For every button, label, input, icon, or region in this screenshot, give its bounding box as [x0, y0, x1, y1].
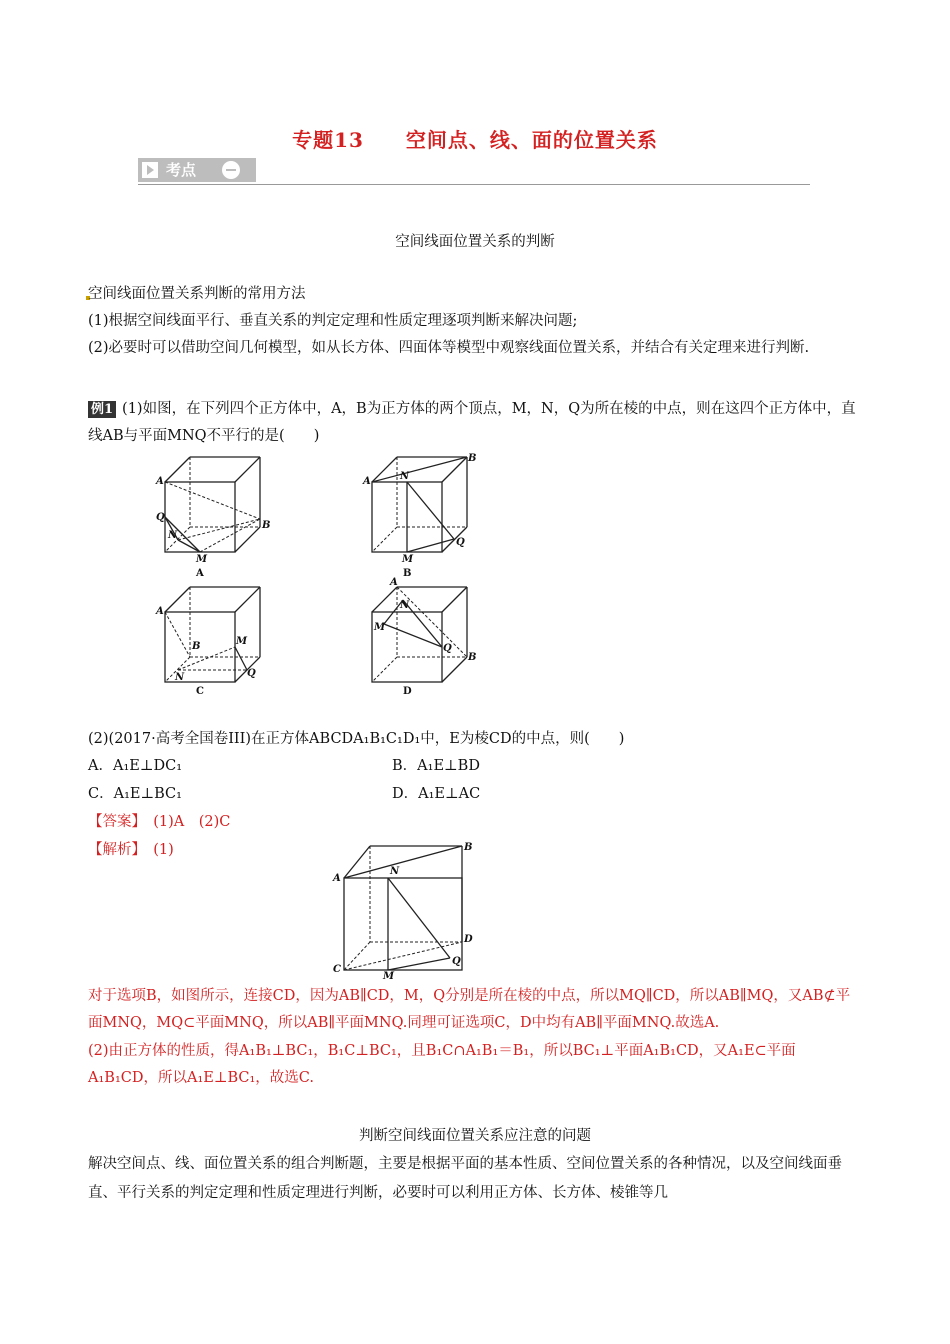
section-tab [138, 158, 256, 182]
label-q: Q [247, 668, 256, 679]
label-m: M [196, 554, 208, 565]
example-q1 [88, 396, 864, 450]
label-m: M [374, 622, 386, 633]
analysis-line [88, 837, 174, 864]
label-n: N [175, 672, 185, 683]
example-q1-text: (1)如图，在下列四个正方体中，A，B为正方体的两个顶点，M，N，Q为所在棱的中点，则在这四个正方体中，直线AB与平面MNQ不平行的是( ) [88, 401, 856, 444]
solution-cube-figure [328, 838, 478, 980]
analysis-label: 【解析】 [88, 842, 139, 858]
label-n: N [168, 530, 178, 541]
solution-p2: (2)由正方体的性质，得A₁B₁⊥BC₁，B₁C⊥BC₁，且B₁C∩A₁B₁＝B₁，所以BC₁⊥平面A₁B₁CD，又A₁E⊂平面A₁B₁CD，所以A₁E⊥BC₁，故选C. [88, 1043, 796, 1086]
label-a: A [363, 476, 371, 487]
closing-paragraph: 解决空间点、线、面位置关系的组合判断题，主要是根据平面的基本性质、空间位置关系的各种情况，以及空间线面垂直、平行关系的判定定理和性质定理进行判断，必要时可以利用正方体、长方体、棱锥等几 [88, 1156, 842, 1201]
label-b: B [262, 520, 271, 531]
label-m: M [236, 636, 248, 647]
method-p2: (2)必要时可以借助空间几何模型，如从长方体、四面体等模型中观察线面位置关系，并结合有关定理来进行判断. [88, 340, 810, 356]
method-p1: (1)根据空间线面平行、垂直关系的判定定理和性质定理逐项判断来解决问题; [88, 313, 578, 329]
cube-b [372, 457, 467, 552]
label-c: C [333, 964, 341, 975]
page-title: 专题13 空间点、线、面的位置关系 [292, 128, 658, 152]
cube-d [372, 587, 467, 682]
option-c: C．A₁E⊥BC₁ [88, 786, 182, 802]
label-q: Q [156, 512, 165, 523]
label-b: B [468, 652, 477, 663]
label-m: M [402, 554, 414, 565]
answer-text: (1)A (2)C [153, 814, 231, 830]
example-q2: (2)(2017·高考全国卷III)在正方体ABCDA₁B₁C₁D₁中，E为棱CD的中点，则( ) [88, 731, 625, 747]
label-a: A [390, 577, 398, 588]
option-b: B．A₁E⊥BD [392, 758, 480, 774]
section-tab-label: 考点 [166, 161, 197, 179]
method-title: 空间线面位置关系判断的常用方法 [88, 286, 306, 302]
heading-2: 判断空间线面位置关系应注意的问题 [359, 1128, 591, 1144]
label-b: B [192, 641, 201, 652]
caption-a: A [196, 568, 204, 579]
play-arrow-icon [142, 162, 158, 178]
label-n: N [400, 471, 410, 482]
label-q: Q [443, 643, 452, 654]
label-q: Q [452, 956, 461, 967]
heading-1: 空间线面位置关系的判断 [395, 234, 555, 250]
cube-c [165, 587, 260, 682]
label-b: B [464, 842, 473, 853]
caption-b: B [403, 568, 412, 579]
section-tab-bar [138, 158, 810, 185]
label-a: A [156, 606, 164, 617]
label-n: N [390, 866, 400, 877]
label-b: B [468, 453, 477, 464]
caption-d: D [403, 686, 412, 696]
cube-a [165, 457, 260, 552]
example-badge: 例1 [88, 401, 116, 418]
analysis-text: (1) [153, 842, 174, 858]
answer-line [88, 809, 230, 836]
label-m: M [383, 971, 395, 980]
label-d: D [464, 934, 473, 945]
option-d: D．A₁E⊥AC [392, 786, 481, 802]
label-q: Q [456, 537, 465, 548]
label-a: A [156, 476, 164, 487]
caption-c: C [196, 686, 204, 696]
solution-p1: 对于选项B，如图所示，连接CD，因为AB∥CD，M，Q分别是所在棱的中点，所以MQ∥CD，所以AB∥MQ，又AB⊄平面MNQ，MQ⊂平面MNQ，所以AB∥平面MNQ.同理可证选项C，D中均有AB∥平面MNQ.故选A. [88, 988, 851, 1031]
label-a: A [333, 873, 341, 884]
four-cubes-figure [150, 452, 480, 696]
label-n: N [400, 600, 410, 611]
circled-one-icon [222, 161, 240, 179]
answer-label: 【答案】 [88, 814, 139, 830]
option-a: A．A₁E⊥DC₁ [88, 758, 183, 774]
